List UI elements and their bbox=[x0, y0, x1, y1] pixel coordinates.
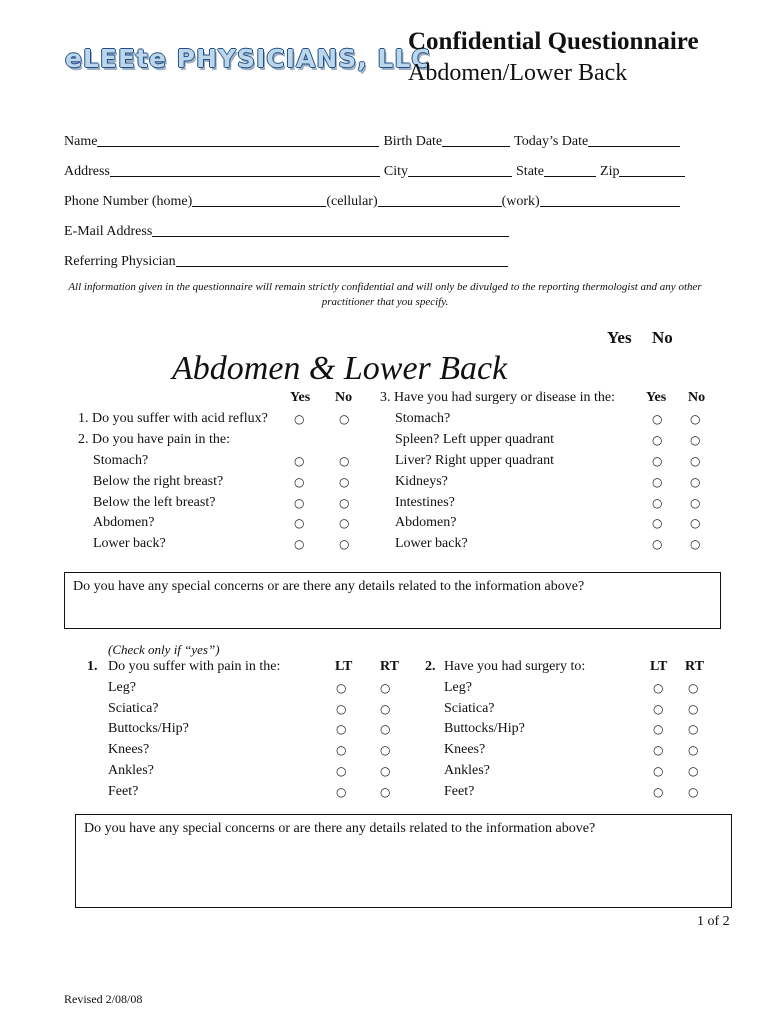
form-subtitle: Abdomen/Lower Back bbox=[408, 60, 628, 86]
question-pain-in: 2. Do you have pain in the: bbox=[78, 432, 231, 447]
question-pain-limbs: Do you suffer with pain in the: bbox=[108, 659, 281, 674]
address-label: Address bbox=[64, 164, 110, 179]
city-label: City bbox=[383, 164, 409, 179]
radio-surgery-lower-back-no[interactable]: ○ bbox=[690, 537, 701, 551]
col-yes-header: Yes bbox=[290, 390, 311, 405]
radio-surgery-kidneys-yes[interactable]: ○ bbox=[652, 475, 663, 489]
pain-limb-feet: Feet? bbox=[108, 784, 139, 799]
check-only-note: (Check only if “yes”) bbox=[108, 642, 220, 657]
page-number: 1 of 2 bbox=[697, 914, 730, 929]
surgery-item-intestines: Intestines? bbox=[395, 495, 455, 510]
zip-input-line[interactable] bbox=[619, 175, 685, 177]
referring-input-line[interactable] bbox=[176, 265, 508, 267]
phone-home-label: Phone Number (home) bbox=[64, 194, 193, 209]
work-input-line[interactable] bbox=[540, 205, 680, 207]
question-surgery-limbs: Have you had surgery to: bbox=[444, 659, 586, 674]
radio-surgery-knees-lt[interactable]: ○ bbox=[653, 743, 664, 757]
top-no-label: No bbox=[652, 328, 673, 347]
radio-surgery-lower-back-yes[interactable]: ○ bbox=[652, 537, 663, 551]
radio-pain-ankles-rt[interactable]: ○ bbox=[380, 764, 391, 778]
radio-surgery-knees-rt[interactable]: ○ bbox=[688, 743, 699, 757]
radio-pain-lower-back-no[interactable]: ○ bbox=[339, 537, 350, 551]
radio-pain-left-breast-yes[interactable]: ○ bbox=[294, 496, 305, 510]
concerns-prompt-2: Do you have any special concerns or are there any details related to the information above? bbox=[84, 821, 596, 836]
radio-surgery-buttocks-lt[interactable]: ○ bbox=[653, 722, 664, 736]
radio-pain-left-breast-no[interactable]: ○ bbox=[339, 496, 350, 510]
surgery-limb-knees: Knees? bbox=[444, 742, 486, 757]
radio-surgery-spleen-no[interactable]: ○ bbox=[690, 433, 701, 447]
radio-surgery-stomach-yes[interactable]: ○ bbox=[652, 412, 663, 426]
radio-surgery-spleen-yes[interactable]: ○ bbox=[652, 433, 663, 447]
radio-surgery-stomach-no[interactable]: ○ bbox=[690, 412, 701, 426]
surgery-item-spleen: Spleen? Left upper quadrant bbox=[395, 432, 554, 447]
radio-pain-abdomen-no[interactable]: ○ bbox=[339, 516, 350, 530]
phone-home-input-line[interactable] bbox=[192, 205, 326, 207]
email-label: E-Mail Address bbox=[64, 224, 153, 239]
col-no-header-right: No bbox=[688, 390, 706, 405]
radio-surgery-sciatica-rt[interactable]: ○ bbox=[688, 702, 699, 716]
section-title: Abdomen & Lower Back bbox=[172, 350, 508, 387]
pain-limb-buttocks: Buttocks/Hip? bbox=[108, 721, 189, 736]
radio-pain-leg-lt[interactable]: ○ bbox=[336, 681, 347, 695]
surgery-limb-sciatica: Sciatica? bbox=[444, 701, 495, 716]
pain-item-left-breast: Below the left breast? bbox=[93, 495, 216, 510]
radio-surgery-leg-rt[interactable]: ○ bbox=[688, 681, 699, 695]
state-label: State bbox=[516, 164, 545, 179]
col-lt-header-right: LT bbox=[650, 659, 668, 674]
question-acid-reflux: 1. Do you suffer with acid reflux? bbox=[78, 411, 268, 426]
radio-pain-leg-rt[interactable]: ○ bbox=[380, 681, 391, 695]
surgery-item-kidneys: Kidneys? bbox=[395, 474, 448, 489]
cellular-input-line[interactable] bbox=[378, 205, 502, 207]
todays-date-label: Today’s Date bbox=[514, 134, 589, 149]
name-label: Name bbox=[64, 134, 98, 149]
surgery-limb-leg: Leg? bbox=[444, 680, 472, 695]
radio-acid-reflux-no[interactable]: ○ bbox=[339, 412, 350, 426]
radio-pain-feet-rt[interactable]: ○ bbox=[380, 785, 391, 799]
radio-pain-feet-lt[interactable]: ○ bbox=[336, 785, 347, 799]
radio-surgery-liver-no[interactable]: ○ bbox=[690, 454, 701, 468]
email-field-row bbox=[64, 224, 509, 240]
col-rt-header: RT bbox=[380, 659, 399, 674]
surgery-item-liver: Liver? Right upper quadrant bbox=[395, 453, 555, 468]
pain-item-right-breast: Below the right breast? bbox=[93, 474, 224, 489]
radio-surgery-ankles-rt[interactable]: ○ bbox=[688, 764, 699, 778]
radio-surgery-liver-yes[interactable]: ○ bbox=[652, 454, 663, 468]
surgery-item-stomach: Stomach? bbox=[395, 411, 451, 426]
radio-pain-knees-rt[interactable]: ○ bbox=[380, 743, 391, 757]
radio-pain-buttocks-rt[interactable]: ○ bbox=[380, 722, 391, 736]
concerns-textbox-1[interactable] bbox=[64, 572, 721, 629]
pain-item-stomach: Stomach? bbox=[93, 453, 149, 468]
question-surgery-disease: 3. Have you had surgery or disease in the: bbox=[380, 390, 615, 405]
top-yes-label: Yes bbox=[607, 328, 632, 347]
surgery-limb-ankles: Ankles? bbox=[444, 763, 490, 778]
radio-pain-buttocks-lt[interactable]: ○ bbox=[336, 722, 347, 736]
company-logo: eLEEte PHYSICIANS, LLC bbox=[65, 44, 431, 73]
radio-pain-right-breast-yes[interactable]: ○ bbox=[294, 475, 305, 489]
radio-pain-stomach-no[interactable]: ○ bbox=[339, 454, 350, 468]
birth-date-input-line[interactable] bbox=[442, 145, 510, 147]
concerns-prompt-1: Do you have any special concerns or are there any details related to the information above? bbox=[73, 579, 585, 594]
concerns-textbox-2[interactable] bbox=[75, 814, 732, 908]
pain-limb-ankles: Ankles? bbox=[108, 763, 154, 778]
birth-date-label: Birth Date bbox=[383, 134, 443, 149]
radio-surgery-abdomen-yes[interactable]: ○ bbox=[652, 516, 663, 530]
radio-surgery-feet-lt[interactable]: ○ bbox=[653, 785, 664, 799]
revised-date: Revised 2/08/08 bbox=[64, 992, 143, 1006]
question-2-number: 2. bbox=[425, 659, 436, 674]
radio-pain-lower-back-yes[interactable]: ○ bbox=[294, 537, 305, 551]
radio-pain-sciatica-rt[interactable]: ○ bbox=[380, 702, 391, 716]
radio-surgery-intestines-no[interactable]: ○ bbox=[690, 496, 701, 510]
col-yes-header-right: Yes bbox=[646, 390, 667, 405]
address-field-row bbox=[64, 164, 685, 180]
form-title: Confidential Questionnaire bbox=[408, 28, 699, 55]
radio-surgery-kidneys-no[interactable]: ○ bbox=[690, 475, 701, 489]
city-input-line[interactable] bbox=[408, 175, 512, 177]
surgery-limb-buttocks: Buttocks/Hip? bbox=[444, 721, 525, 736]
col-rt-header-right: RT bbox=[685, 659, 704, 674]
pain-item-lower-back: Lower back? bbox=[93, 536, 166, 551]
referring-label: Referring Physician bbox=[64, 254, 176, 269]
radio-surgery-sciatica-lt[interactable]: ○ bbox=[653, 702, 664, 716]
radio-pain-ankles-lt[interactable]: ○ bbox=[336, 764, 347, 778]
cellular-label: (cellular) bbox=[326, 194, 378, 209]
zip-label: Zip bbox=[600, 164, 620, 179]
radio-pain-abdomen-yes[interactable]: ○ bbox=[294, 516, 305, 530]
pain-item-abdomen: Abdomen? bbox=[93, 515, 155, 530]
radio-pain-stomach-yes[interactable]: ○ bbox=[294, 454, 305, 468]
pain-limb-knees: Knees? bbox=[108, 742, 150, 757]
col-lt-header: LT bbox=[335, 659, 353, 674]
surgery-limb-feet: Feet? bbox=[444, 784, 475, 799]
state-input-line[interactable] bbox=[544, 175, 596, 177]
radio-acid-reflux-yes[interactable]: ○ bbox=[294, 412, 305, 426]
radio-pain-sciatica-lt[interactable]: ○ bbox=[336, 702, 347, 716]
radio-surgery-leg-lt[interactable]: ○ bbox=[653, 681, 664, 695]
confidentiality-notice: All information given in the questionnaire will remain strictly confidential and will only be divulged to the reporting thermologist and any other practitioner that you specify. bbox=[68, 281, 702, 308]
radio-surgery-buttocks-rt[interactable]: ○ bbox=[688, 722, 699, 736]
question-1-number: 1. bbox=[87, 659, 98, 674]
radio-pain-right-breast-no[interactable]: ○ bbox=[339, 475, 350, 489]
todays-date-input-line[interactable] bbox=[588, 145, 680, 147]
pain-limb-sciatica: Sciatica? bbox=[108, 701, 159, 716]
address-input-line[interactable] bbox=[110, 175, 380, 177]
phone-field-row bbox=[64, 194, 680, 210]
radio-surgery-feet-rt[interactable]: ○ bbox=[688, 785, 699, 799]
col-no-header: No bbox=[335, 390, 353, 405]
radio-pain-knees-lt[interactable]: ○ bbox=[336, 743, 347, 757]
name-input-line[interactable] bbox=[97, 145, 379, 147]
surgery-item-abdomen: Abdomen? bbox=[395, 515, 457, 530]
pain-limb-leg: Leg? bbox=[108, 680, 136, 695]
work-label: (work) bbox=[501, 194, 540, 209]
radio-surgery-intestines-yes[interactable]: ○ bbox=[652, 496, 663, 510]
name-field-row bbox=[64, 134, 680, 150]
referring-field-row bbox=[64, 254, 508, 270]
email-input-line[interactable] bbox=[152, 235, 509, 237]
radio-surgery-ankles-lt[interactable]: ○ bbox=[653, 764, 664, 778]
surgery-item-lower-back: Lower back? bbox=[395, 536, 468, 551]
radio-surgery-abdomen-no[interactable]: ○ bbox=[690, 516, 701, 530]
